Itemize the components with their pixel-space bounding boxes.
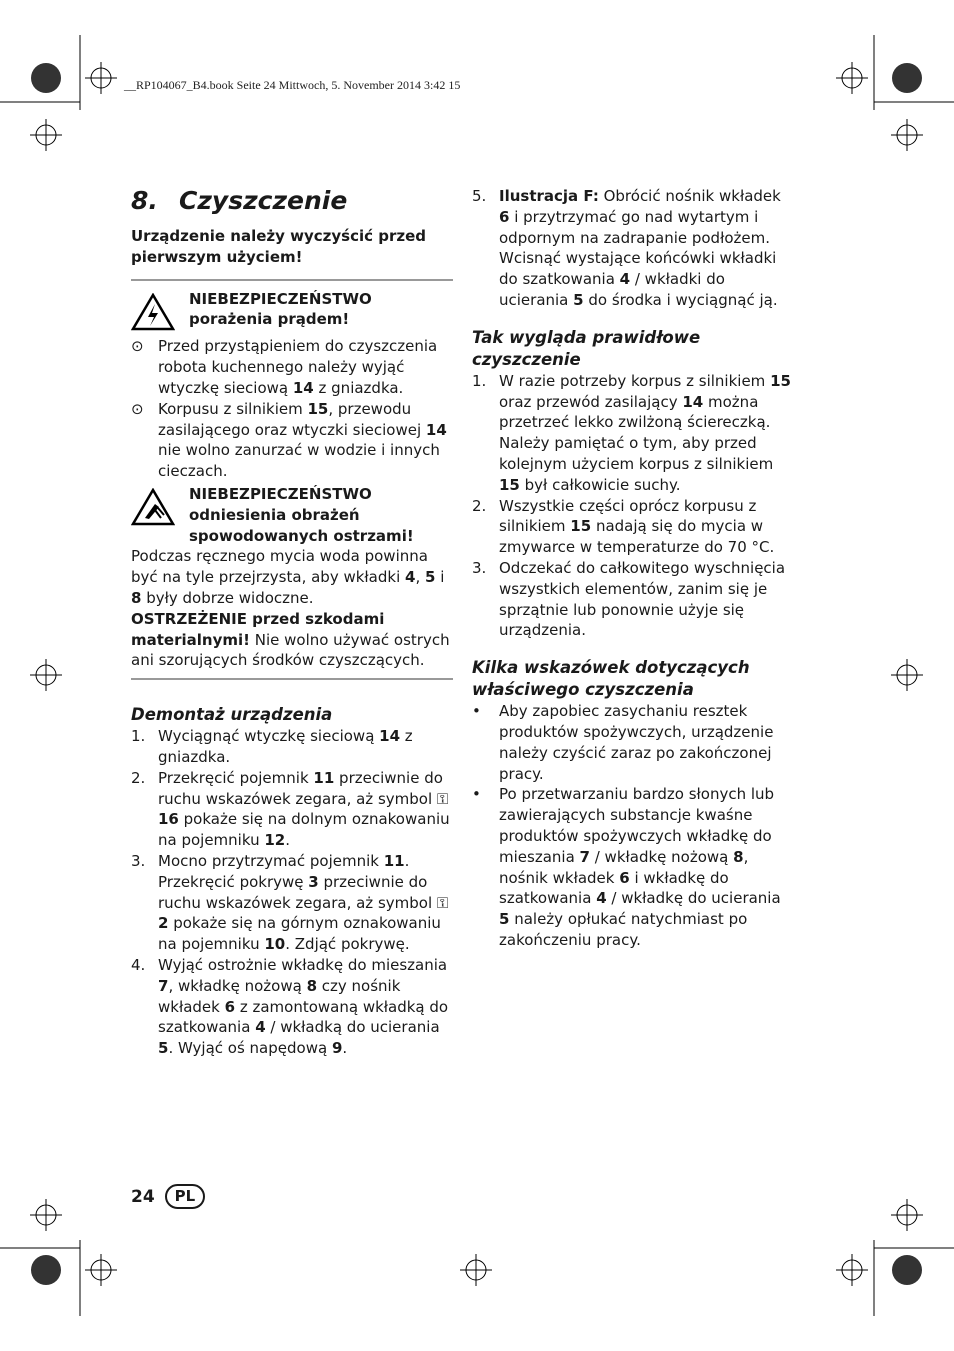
reference-number: 14 <box>292 378 314 397</box>
text-run: i wkładkę do szatkowania <box>499 868 729 908</box>
caution-bold: OSTRZEŻENIE przed szkodami materialnymi! <box>131 609 385 649</box>
text-run: . Zdjąć pokrywę. <box>285 935 410 954</box>
section-number: 8. <box>131 186 158 215</box>
step-text <box>158 768 453 851</box>
step-number: 3. <box>472 558 487 577</box>
step-text <box>158 955 453 1059</box>
page-number: 24 <box>131 1186 155 1207</box>
text-run: był całkowicie suchy. <box>519 475 681 494</box>
text-run: W razie potrzeby korpus z silnikiem <box>499 371 771 390</box>
text-run: Przekręcić pojemnik <box>158 768 314 787</box>
step-text <box>499 371 794 496</box>
reference-number: 6 <box>224 997 236 1016</box>
text-run: Przed przystąpieniem do czyszczenia robota kuchennego należy wyjąć wtyczkę sieciową <box>158 337 438 397</box>
reference-number: 8 <box>131 588 142 607</box>
list-item <box>131 726 453 768</box>
section-title-text: Czyszczenie <box>179 186 348 215</box>
reference-number: 3 <box>308 872 319 891</box>
text-run: , przewodu zasilającego oraz wtyczki sieciowej <box>158 399 426 439</box>
bullet-marker: ⊙ <box>131 337 144 356</box>
text-run: . <box>285 831 291 850</box>
text-run: . <box>342 1039 348 1058</box>
reference-number: 5 <box>499 910 510 929</box>
text-run: Obrócić nośnik wkładek <box>598 187 781 205</box>
reference-number: 11 <box>313 768 335 787</box>
step-number: 2. <box>131 768 146 787</box>
text-run: Korpusu z silnikiem <box>158 399 308 418</box>
text-run: i przytrzymać go nad wytartym i odpornym na zadrapanie podłożem. Wcisnąć wystające końcówki wkładki do szatkowania <box>499 207 777 289</box>
reference-number: 8 <box>306 976 317 995</box>
blade-warning-icon <box>131 484 189 532</box>
step-number: 5. <box>472 187 487 205</box>
text-run: Aby zapobiec zasychaniu resztek produktów spożywczych, urządzenie należy czyścić zaraz po zakończonej pracy. <box>499 702 774 783</box>
warning-blade <box>131 484 453 546</box>
step-text <box>499 558 794 641</box>
bullet-text <box>499 701 794 784</box>
text-run: z gniazdka. <box>158 727 413 766</box>
text-run: przeciwnie do ruchu wskazówek zegara, aż symbol <box>158 768 443 808</box>
intro-text: Urządzenie należy wyczyścić przed pierwszym użyciem! <box>131 227 427 266</box>
text-run: z zamontowaną wkładką do szatkowania <box>158 997 449 1037</box>
reference-number: 14 <box>425 420 447 439</box>
text-run: można przetrzeć lekko zwilżoną ściereczką. Należy pamiętać o tym, aby przed kolejnym użyciem korpus z silnikiem <box>499 392 774 473</box>
reference-number: 4 <box>596 889 607 908</box>
reference-number: 10 <box>264 935 286 954</box>
text-run: Podczas ręcznego mycia woda powinna być na tyle przejrzysta, aby wkładki <box>131 547 428 587</box>
disassembly-steps <box>131 726 453 1059</box>
warning-electric <box>131 289 453 337</box>
text-run: / wkładką do ucierania <box>265 1018 440 1037</box>
text-run: . Przekręcić pokrywę <box>158 851 410 891</box>
list-item <box>472 558 794 641</box>
text-run: Odczekać do całkowitego wyschnięcia wszystkich elementów, zanim się je sprzątnie lub ponownie użyje się urządzenia. <box>499 558 786 640</box>
step-text <box>499 186 794 311</box>
reference-number: 15 <box>570 517 592 536</box>
lock-symbol-icon: ⚿ <box>436 789 449 808</box>
text-run: przeciwnie do ruchu wskazówek zegara, aż symbol <box>158 872 437 912</box>
step-number: 1. <box>472 371 487 390</box>
reference-number: 4 <box>619 270 631 289</box>
list-item <box>472 496 794 558</box>
warning-electric-title: NIEBEZPIECZEŃSTWO porażenia prądem! <box>189 289 372 329</box>
bullet-text <box>158 399 453 482</box>
proper-cleaning-title: Tak wygląda prawidłowe czyszczenie <box>472 327 701 369</box>
text-run: z gniazdka. <box>313 378 404 397</box>
list-item <box>131 955 453 1059</box>
text-run: czy nośnik wkładek <box>158 976 401 1016</box>
print-header: __RP104067_B4.book Seite 24 Mittwoch, 5. November 2014 3:42 15 <box>124 78 461 92</box>
reference-number: 9 <box>331 1039 343 1058</box>
reference-number: 14 <box>379 727 401 746</box>
step-number: 2. <box>472 496 487 515</box>
text-run: oraz przewód zasilający <box>499 392 683 411</box>
section-title <box>131 186 453 216</box>
bullet-marker: • <box>472 702 481 721</box>
tips-title: Kilka wskazówek dotyczących właściwego czyszczenia <box>472 658 750 700</box>
reference-number: Ilustracja F: <box>499 187 599 205</box>
text-run: były dobrze widoczne. <box>141 588 314 607</box>
caution-text: Nie wolno używać ostrych ani szorujących środków czyszczących. <box>131 630 450 670</box>
reference-number: 4 <box>405 568 416 587</box>
reference-number: 16 <box>158 810 179 829</box>
electric-shock-warning-icon <box>131 289 189 337</box>
bullet-text <box>158 336 453 398</box>
warning-bullet <box>131 399 453 482</box>
lock-symbol-icon: ⚿ <box>436 893 449 912</box>
tip-item <box>472 784 794 950</box>
tip-item <box>472 701 794 784</box>
reference-number: 7 <box>579 847 590 866</box>
reference-number: 5 <box>158 1039 169 1058</box>
list-item <box>472 371 794 496</box>
divider <box>131 678 453 680</box>
disassembly-title: Demontaż urządzenia <box>131 705 333 725</box>
text-run: nie wolno zanurzać w wodzie i innych cieczach. <box>158 441 440 481</box>
caution-paragraph <box>131 609 453 671</box>
reference-number: 8 <box>733 847 744 866</box>
reference-number: 5 <box>573 290 584 309</box>
step-text <box>158 851 453 955</box>
step-number: 1. <box>131 727 146 746</box>
text-run: nadają się do mycia w zmywarce w temperaturze do 70 °C. <box>499 517 775 557</box>
list-item <box>131 851 453 955</box>
right-column <box>472 186 794 951</box>
reference-number: 2 <box>158 914 169 933</box>
text-run: do środka i wyciągnąć ją. <box>583 290 778 309</box>
text-run: , <box>415 568 425 587</box>
divider <box>131 279 453 281</box>
text-run: Wyciągnąć wtyczkę sieciową <box>158 727 380 746</box>
disassembly-steps-cont <box>472 186 794 311</box>
reference-number: 7 <box>158 976 169 995</box>
text-run: / wkładkę nożową <box>589 847 734 866</box>
text-run: Wyjąć ostrożnie wkładkę do mieszania <box>158 955 448 974</box>
text-run: / wkładkę do ucierania <box>606 889 781 908</box>
reference-number: 15 <box>770 371 791 390</box>
text-run: Wszystkie części oprócz korpusu z silnikiem <box>499 496 757 536</box>
proper-cleaning-steps <box>472 371 794 641</box>
bullet-text <box>499 784 794 950</box>
reference-number: 5 <box>425 568 436 587</box>
text-run: / wkładki do ucierania <box>499 270 725 309</box>
reference-number: 15 <box>307 399 329 418</box>
bullet-marker: ⊙ <box>131 399 144 418</box>
reference-number: 6 <box>499 207 510 226</box>
text-run: należy opłukać natychmiast po zakończeniu pracy. <box>499 910 748 949</box>
text-run: Mocno przytrzymać pojemnik <box>158 851 384 870</box>
clean-water-paragraph <box>131 546 453 608</box>
warning-blade-title: NIEBEZPIECZEŃSTWO odniesienia obrażeń spowodowanych ostrzami! <box>189 484 414 545</box>
step-number: 4. <box>131 955 146 974</box>
tips-list <box>472 701 794 951</box>
step-text <box>158 726 453 768</box>
warning-bullet <box>131 336 453 398</box>
step-text <box>499 496 794 558</box>
bullet-marker: • <box>472 785 481 804</box>
left-column <box>131 186 453 1059</box>
reference-number: 6 <box>619 868 630 887</box>
reference-number: 12 <box>264 831 286 850</box>
reference-number: 4 <box>255 1018 266 1037</box>
text-run: i <box>435 568 445 587</box>
warning-electric-bullets <box>131 336 453 482</box>
language-badge: PL <box>165 1184 206 1209</box>
text-run: pokaże się na dolnym oznakowaniu na pojemniku <box>158 810 450 850</box>
text-run: , wkładkę nożową <box>168 976 307 995</box>
reference-number: 14 <box>682 392 704 411</box>
list-item <box>131 768 453 851</box>
step-number: 3. <box>131 851 146 870</box>
reference-number: 15 <box>499 475 520 494</box>
text-run: , nośnik wkładek <box>499 847 749 887</box>
text-run: Po przetwarzaniu bardzo słonych lub zawierających substancje kwaśne produktów spożywczych wkładkę do mieszania <box>499 785 775 866</box>
list-item <box>472 186 794 311</box>
reference-number: 11 <box>383 851 405 870</box>
text-run: . Wyjąć oś napędową <box>168 1039 332 1058</box>
text-run: pokaże się na górnym oznakowaniu na pojemniku <box>158 914 441 954</box>
page-footer <box>131 1184 205 1209</box>
